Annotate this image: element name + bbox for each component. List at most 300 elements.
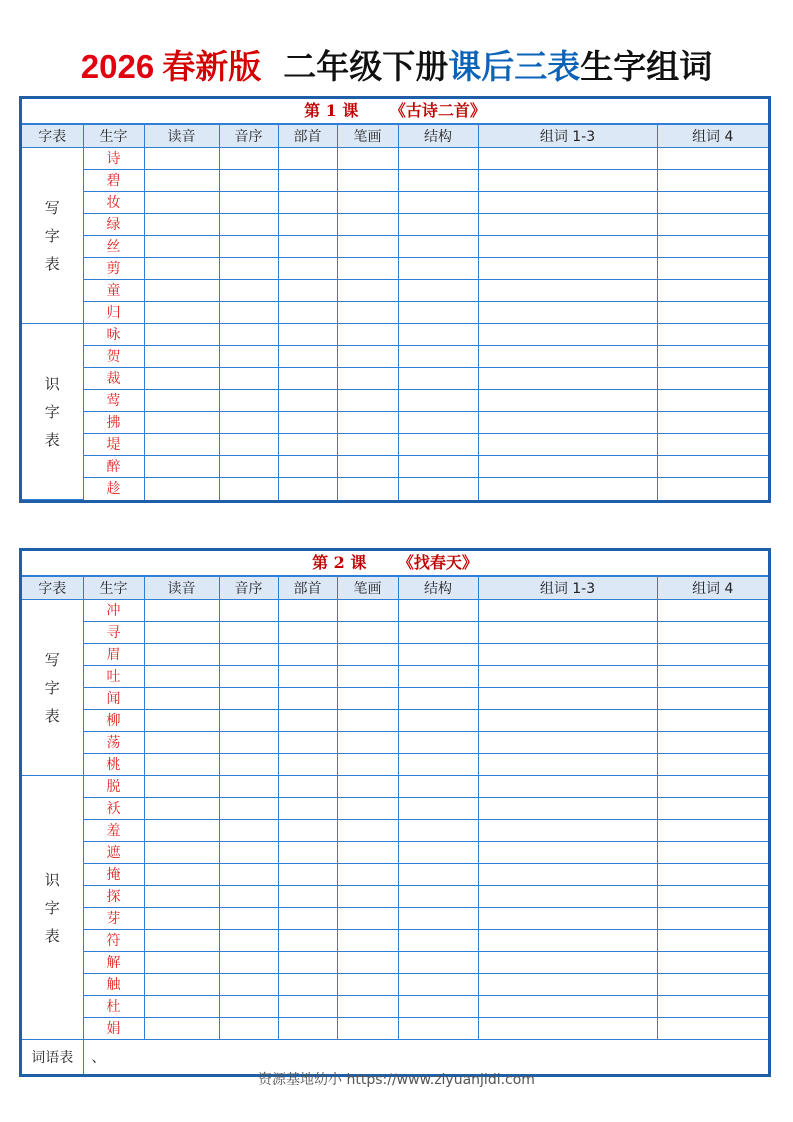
footer-watermark: 资源基地幼小 https://www.ziyuanjidi.com [258,1072,535,1088]
blank-cell[interactable] [398,776,478,798]
blank-cell[interactable] [337,368,398,390]
blank-cell[interactable] [219,622,278,644]
blank-cell[interactable] [478,412,657,434]
blank-cell[interactable] [219,236,278,258]
table-row [22,798,768,820]
blank-cell[interactable] [657,908,768,930]
blank-cell[interactable] [478,622,657,644]
blank-cell[interactable] [398,258,478,280]
title-tables: 课后三表 [448,47,581,86]
blank-cell[interactable] [219,710,278,732]
blank-cell[interactable] [657,886,768,908]
blank-cell[interactable] [337,478,398,500]
blank-cell[interactable] [657,192,768,214]
blank-cell[interactable] [144,754,219,776]
blank-cell[interactable] [144,1018,219,1040]
blank-cell[interactable] [337,908,398,930]
blank-cell[interactable] [478,214,657,236]
blank-cell[interactable] [398,214,478,236]
blank-cell[interactable] [478,732,657,754]
blank-cell[interactable] [144,192,219,214]
blank-cell[interactable] [478,170,657,192]
blank-cell[interactable] [398,908,478,930]
blank-cell[interactable] [337,996,398,1018]
blank-cell[interactable] [219,346,278,368]
blank-cell[interactable] [657,236,768,258]
blank-cell[interactable] [144,478,219,500]
character-cell: 诗 [83,148,144,170]
blank-cell[interactable] [337,776,398,798]
blank-cell[interactable] [657,754,768,776]
lesson-2-table [22,576,768,1074]
blank-cell[interactable] [398,148,478,170]
blank-cell[interactable] [398,346,478,368]
blank-cell[interactable] [144,886,219,908]
blank-cell[interactable] [398,798,478,820]
blank-cell[interactable] [337,622,398,644]
blank-cell[interactable] [337,864,398,886]
blank-cell[interactable] [657,930,768,952]
blank-cell[interactable] [278,908,337,930]
blank-cell[interactable] [478,952,657,974]
blank-cell[interactable] [219,688,278,710]
blank-cell[interactable] [657,644,768,666]
blank-cell[interactable] [337,842,398,864]
blank-cell[interactable] [478,390,657,412]
blank-cell[interactable] [478,258,657,280]
column-header: 组词 1-3 [478,125,657,148]
blank-cell[interactable] [278,930,337,952]
blank-cell[interactable] [657,412,768,434]
blank-cell[interactable] [219,820,278,842]
blank-cell[interactable] [278,456,337,478]
table-row [22,1018,768,1040]
blank-cell[interactable] [144,908,219,930]
blank-cell[interactable] [219,192,278,214]
blank-cell[interactable] [337,666,398,688]
blank-cell[interactable] [657,600,768,622]
blank-cell[interactable] [478,644,657,666]
blank-cell[interactable] [278,236,337,258]
blank-cell[interactable] [144,644,219,666]
table-row [22,324,768,346]
blank-cell[interactable] [144,952,219,974]
blank-cell[interactable] [398,600,478,622]
blank-cell[interactable] [337,820,398,842]
blank-cell[interactable] [144,236,219,258]
blank-cell[interactable] [278,434,337,456]
blank-cell[interactable] [278,324,337,346]
blank-cell[interactable] [144,600,219,622]
blank-cell[interactable] [398,842,478,864]
blank-cell[interactable] [478,478,657,500]
blank-cell[interactable] [337,732,398,754]
blank-cell[interactable] [478,666,657,688]
blank-cell[interactable] [398,280,478,302]
blank-cell[interactable] [278,280,337,302]
blank-cell[interactable] [337,412,398,434]
blank-cell[interactable] [478,974,657,996]
blank-cell[interactable] [219,776,278,798]
blank-cell[interactable] [278,886,337,908]
blank-cell[interactable] [278,842,337,864]
blank-cell[interactable] [398,974,478,996]
blank-cell[interactable] [337,170,398,192]
blank-cell[interactable] [337,456,398,478]
blank-cell[interactable] [144,390,219,412]
blank-cell[interactable] [144,434,219,456]
table-row [22,710,768,732]
blank-cell[interactable] [478,346,657,368]
blank-cell[interactable] [657,170,768,192]
blank-cell[interactable] [144,666,219,688]
blank-cell[interactable] [398,324,478,346]
lesson-1-label: 第 1 课 [304,101,359,120]
table-row [22,478,768,500]
blank-cell[interactable] [398,412,478,434]
header-row [22,577,768,600]
blank-cell[interactable] [337,192,398,214]
blank-cell[interactable] [219,798,278,820]
blank-cell[interactable] [219,368,278,390]
blank-cell[interactable] [398,1018,478,1040]
blank-cell[interactable] [657,368,768,390]
lesson-2-book: 《找春天》 [397,553,478,572]
blank-cell[interactable] [219,666,278,688]
character-cell: 羞 [83,820,144,842]
blank-cell[interactable] [657,456,768,478]
blank-cell[interactable] [144,688,219,710]
column-header: 生字 [83,125,144,148]
blank-cell[interactable] [478,908,657,930]
blank-cell[interactable] [398,666,478,688]
blank-cell[interactable] [657,666,768,688]
blank-cell[interactable] [657,478,768,500]
blank-cell[interactable] [144,842,219,864]
vocab-label: 词语表 [22,1040,83,1074]
blank-cell[interactable] [657,996,768,1018]
blank-cell[interactable] [219,996,278,1018]
blank-cell[interactable] [478,864,657,886]
blank-cell[interactable] [478,798,657,820]
group-label-char: 字 [44,402,60,421]
blank-cell[interactable] [398,952,478,974]
blank-cell[interactable] [219,886,278,908]
character-cell: 遮 [83,842,144,864]
blank-cell[interactable] [657,258,768,280]
blank-cell[interactable] [337,952,398,974]
blank-cell[interactable] [278,952,337,974]
blank-cell[interactable] [478,324,657,346]
blank-cell[interactable] [657,842,768,864]
blank-cell[interactable] [657,346,768,368]
blank-cell[interactable] [337,644,398,666]
character-cell: 丝 [83,236,144,258]
blank-cell[interactable] [278,148,337,170]
blank-cell[interactable] [478,368,657,390]
blank-cell[interactable] [398,688,478,710]
blank-cell[interactable] [219,1018,278,1040]
blank-cell[interactable] [278,170,337,192]
blank-cell[interactable] [278,798,337,820]
blank-cell[interactable] [337,302,398,324]
column-header: 结构 [398,577,478,600]
blank-cell[interactable] [278,192,337,214]
blank-cell[interactable] [278,346,337,368]
blank-cell[interactable] [398,302,478,324]
blank-cell[interactable] [657,434,768,456]
blank-cell[interactable] [478,886,657,908]
blank-cell[interactable] [219,258,278,280]
character-cell: 解 [83,952,144,974]
blank-cell[interactable] [144,798,219,820]
blank-cell[interactable] [278,710,337,732]
blank-cell[interactable] [278,622,337,644]
blank-cell[interactable] [337,434,398,456]
blank-cell[interactable] [278,864,337,886]
blank-cell[interactable] [337,710,398,732]
blank-cell[interactable] [657,214,768,236]
blank-cell[interactable] [219,842,278,864]
table-row [22,974,768,996]
blank-cell[interactable] [657,798,768,820]
column-header: 读音 [144,577,219,600]
blank-cell[interactable] [144,732,219,754]
column-header: 读音 [144,125,219,148]
blank-cell[interactable] [337,600,398,622]
column-header: 组词 4 [657,577,768,600]
blank-cell[interactable] [144,820,219,842]
blank-cell[interactable] [278,974,337,996]
blank-cell[interactable] [657,820,768,842]
blank-cell[interactable] [657,776,768,798]
blank-cell[interactable] [144,324,219,346]
character-cell: 剪 [83,258,144,280]
blank-cell[interactable] [144,214,219,236]
character-cell: 冲 [83,600,144,622]
blank-cell[interactable] [337,688,398,710]
table-row [22,214,768,236]
table-row [22,776,768,798]
table-row [22,952,768,974]
blank-cell[interactable] [144,368,219,390]
blank-cell[interactable] [219,754,278,776]
blank-cell[interactable] [278,258,337,280]
blank-cell[interactable] [278,996,337,1018]
blank-cell[interactable] [219,390,278,412]
blank-cell[interactable] [219,478,278,500]
blank-cell[interactable] [278,412,337,434]
blank-cell[interactable] [657,148,768,170]
blank-cell[interactable] [478,280,657,302]
blank-cell[interactable] [337,258,398,280]
blank-cell[interactable] [398,996,478,1018]
blank-cell[interactable] [144,974,219,996]
blank-cell[interactable] [478,434,657,456]
vocab-field[interactable]: 、 [83,1040,768,1074]
blank-cell[interactable] [278,732,337,754]
blank-cell[interactable] [337,280,398,302]
blank-cell[interactable] [478,776,657,798]
column-header: 生字 [83,577,144,600]
group-label [22,600,83,776]
blank-cell[interactable] [398,434,478,456]
character-cell: 碧 [83,170,144,192]
table-row [22,390,768,412]
blank-cell[interactable] [657,390,768,412]
blank-cell[interactable] [144,148,219,170]
blank-cell[interactable] [219,952,278,974]
blank-cell[interactable] [478,148,657,170]
table-row [22,622,768,644]
character-cell: 闻 [83,688,144,710]
blank-cell[interactable] [478,710,657,732]
blank-cell[interactable] [219,302,278,324]
blank-cell[interactable] [278,754,337,776]
blank-cell[interactable] [219,600,278,622]
blank-cell[interactable] [398,456,478,478]
blank-cell[interactable] [337,214,398,236]
blank-cell[interactable] [278,390,337,412]
blank-cell[interactable] [337,798,398,820]
blank-cell[interactable] [398,170,478,192]
blank-cell[interactable] [398,236,478,258]
blank-cell[interactable] [219,908,278,930]
blank-cell[interactable] [398,820,478,842]
blank-cell[interactable] [398,886,478,908]
blank-cell[interactable] [398,710,478,732]
blank-cell[interactable] [398,644,478,666]
character-cell: 脱 [83,776,144,798]
column-header: 组词 4 [657,125,768,148]
blank-cell[interactable] [219,930,278,952]
blank-cell[interactable] [144,412,219,434]
blank-cell[interactable] [144,302,219,324]
blank-cell[interactable] [278,644,337,666]
blank-cell[interactable] [657,622,768,644]
lesson-2-title [22,551,768,576]
blank-cell[interactable] [337,974,398,996]
blank-cell[interactable] [278,600,337,622]
blank-cell[interactable] [398,368,478,390]
blank-cell[interactable] [337,754,398,776]
blank-cell[interactable] [219,148,278,170]
blank-cell[interactable] [144,930,219,952]
blank-cell[interactable] [398,754,478,776]
blank-cell[interactable] [278,776,337,798]
table-row [22,996,768,1018]
blank-cell[interactable] [219,974,278,996]
blank-cell[interactable] [337,886,398,908]
blank-cell[interactable] [219,412,278,434]
blank-cell[interactable] [657,974,768,996]
blank-cell[interactable] [398,390,478,412]
blank-cell[interactable] [657,302,768,324]
blank-cell[interactable] [219,732,278,754]
blank-cell[interactable] [278,368,337,390]
character-cell: 眉 [83,644,144,666]
character-cell: 符 [83,930,144,952]
blank-cell[interactable] [657,864,768,886]
blank-cell[interactable] [657,710,768,732]
blank-cell[interactable] [278,1018,337,1040]
blank-cell[interactable] [144,996,219,1018]
blank-cell[interactable] [478,1018,657,1040]
blank-cell[interactable] [657,732,768,754]
blank-cell[interactable] [337,346,398,368]
blank-cell[interactable] [478,820,657,842]
blank-cell[interactable] [657,952,768,974]
table-row [22,236,768,258]
blank-cell[interactable] [144,170,219,192]
blank-cell[interactable] [398,930,478,952]
blank-cell[interactable] [657,324,768,346]
blank-cell[interactable] [398,622,478,644]
blank-cell[interactable] [219,324,278,346]
blank-cell[interactable] [219,214,278,236]
blank-cell[interactable] [337,390,398,412]
blank-cell[interactable] [337,1018,398,1040]
blank-cell[interactable] [278,214,337,236]
blank-cell[interactable] [478,236,657,258]
blank-cell[interactable] [398,478,478,500]
blank-cell[interactable] [478,930,657,952]
blank-cell[interactable] [337,148,398,170]
blank-cell[interactable] [657,688,768,710]
character-cell: 掩 [83,864,144,886]
blank-cell[interactable] [478,754,657,776]
blank-cell[interactable] [278,688,337,710]
table-row [22,258,768,280]
blank-cell[interactable] [478,456,657,478]
blank-cell[interactable] [478,192,657,214]
group-label-char: 表 [44,926,60,945]
blank-cell[interactable] [398,192,478,214]
blank-cell[interactable] [478,688,657,710]
blank-cell[interactable] [478,996,657,1018]
blank-cell[interactable] [337,236,398,258]
blank-cell[interactable] [657,1018,768,1040]
blank-cell[interactable] [337,324,398,346]
blank-cell[interactable] [278,478,337,500]
blank-cell[interactable] [144,776,219,798]
blank-cell[interactable] [278,666,337,688]
blank-cell[interactable] [219,644,278,666]
blank-cell[interactable] [144,280,219,302]
character-cell: 醉 [83,456,144,478]
blank-cell[interactable] [219,434,278,456]
blank-cell[interactable] [144,710,219,732]
blank-cell[interactable] [144,622,219,644]
blank-cell[interactable] [337,930,398,952]
blank-cell[interactable] [657,280,768,302]
blank-cell[interactable] [219,456,278,478]
blank-cell[interactable] [144,346,219,368]
blank-cell[interactable] [278,820,337,842]
blank-cell[interactable] [144,864,219,886]
blank-cell[interactable] [219,170,278,192]
blank-cell[interactable] [478,600,657,622]
blank-cell[interactable] [144,258,219,280]
blank-cell[interactable] [144,456,219,478]
blank-cell[interactable] [398,732,478,754]
blank-cell[interactable] [478,842,657,864]
blank-cell[interactable] [398,864,478,886]
blank-cell[interactable] [219,280,278,302]
blank-cell[interactable] [478,302,657,324]
blank-cell[interactable] [278,302,337,324]
blank-cell[interactable] [219,864,278,886]
